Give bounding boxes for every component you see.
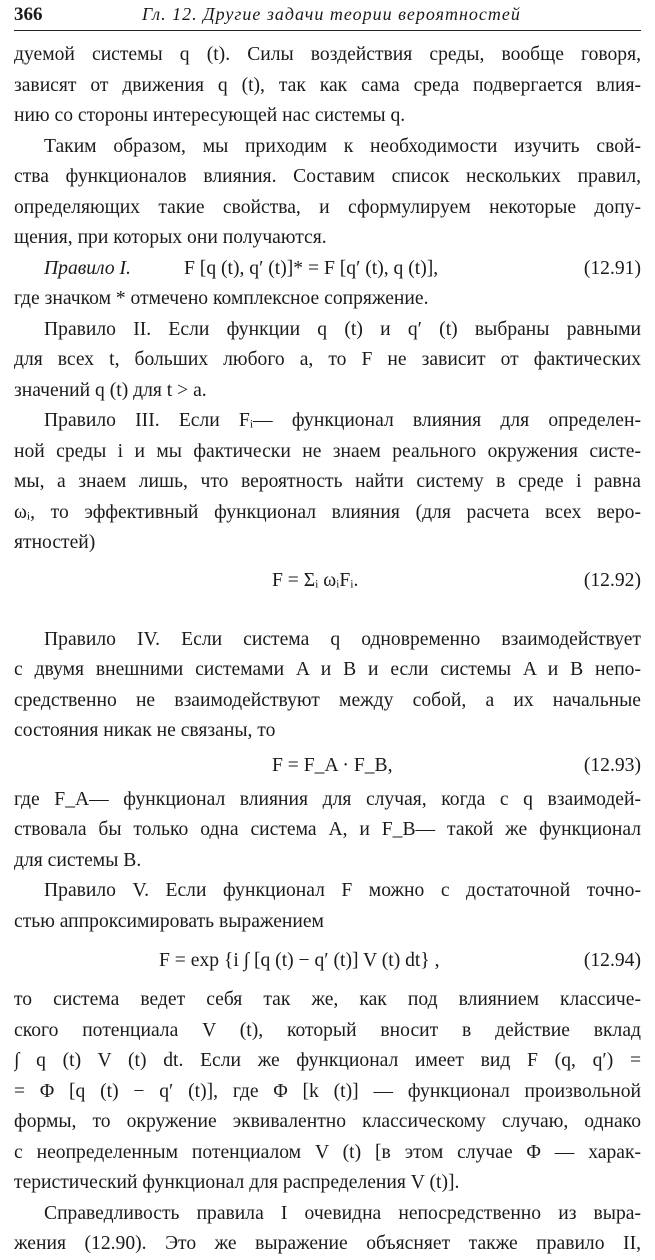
equation-number: (12.92) <box>583 569 641 591</box>
text-line: ∫ q (t) V (t) dt. Если же функционал имеет вид F (q, q′) = <box>14 1050 641 1071</box>
equation-number: (12.93) <box>583 754 641 776</box>
text-line: Правило IV. Если система q одновременно взаимодействует <box>44 628 641 650</box>
page-body <box>14 40 641 1260</box>
header-rule <box>14 30 641 31</box>
rule-label: Правило I. <box>44 257 131 279</box>
text-line: нию со стороны интересующей нас системы q. <box>14 105 406 126</box>
text-line: ωᵢ, то эффективный функционал влияния (для расчета всех веро- <box>14 501 641 523</box>
text-line: жения (12.90). Это же выражение объясняет также правило II, <box>14 1233 641 1254</box>
text-line: = Φ [q (t) − q′ (t)], где Φ [k (t)] — функционал произвольной <box>14 1080 641 1102</box>
equation-formula: F = Σᵢ ωᵢFᵢ. <box>272 569 359 591</box>
text-line: зависят от движения q (t), так как сама среда подвергается влия- <box>14 74 641 96</box>
text-line: щения, при которых они получаются. <box>14 227 327 248</box>
text-line: то система ведет себя так же, как под влиянием классиче- <box>14 989 641 1010</box>
equation-formula: F = exp {i ∫ [q (t) − q′ (t)] V (t) dt} , <box>159 950 440 971</box>
text-line: дуемой системы q (t). Силы воздействия среды, вообще говоря, <box>14 44 641 65</box>
text-line: Справедливость правила I очевидна непосредственно из выра- <box>44 1202 641 1224</box>
page-number: 366 <box>14 4 43 25</box>
text-line: ства функционалов влияния. Составим список нескольких правил, <box>14 166 641 187</box>
text-line: теристический функционал для распределения V (t)]. <box>14 1172 460 1193</box>
text-line: ятностей) <box>14 532 96 553</box>
page-header <box>14 2 641 30</box>
text-line: стью аппроксимировать выражением <box>14 910 324 932</box>
running-title: Гл. 12. Другие задачи теории вероятностей <box>142 4 521 24</box>
equation-12-91 <box>14 254 641 285</box>
equation-formula: F = F_A · F_B, <box>272 754 393 776</box>
text-line: ского потенциала V (t), который вносит в действие вклад <box>14 1019 641 1041</box>
text-line: Правило V. Если функционал F можно с достаточной точно- <box>44 880 641 901</box>
text-line: где значком * отмечено комплексное сопряжение. <box>14 288 429 309</box>
equation-12-93 <box>14 747 641 785</box>
text-line: формы, то окружение эквивалентно классическому случаю, однако <box>14 1111 641 1132</box>
equation-number: (12.91) <box>583 257 641 279</box>
text-line: ствовала бы только одна система A, и F_B— такой же функционал <box>14 819 641 840</box>
text-line: значений q (t) для t > a. <box>14 379 207 401</box>
text-line: мы, а знаем лишь, что вероятность найти систему в среде i равна <box>14 471 641 492</box>
text-line: средственно не взаимодействуют между собой, а их начальные <box>14 689 641 711</box>
text-line: определяющих такие свойства, и сформулируем некоторые допу- <box>14 196 641 218</box>
text-line: Правило II. Если функции q (t) и q′ (t) выбраны равными <box>44 318 641 340</box>
equation-formula: F [q (t), q′ (t)]* = F [q′ (t), q (t)], <box>184 257 439 279</box>
equation-12-92 <box>14 559 641 613</box>
text-line: где F_A— функционал влияния для случая, когда с q взаимодей- <box>14 788 641 810</box>
text-line: с двумя внешними системами A и B и если системы A и B непо- <box>14 659 641 680</box>
text-line: с неопределенным потенциалом V (t) [в этом случае Φ — харак- <box>14 1141 641 1163</box>
text-line: ной среды i и мы фактически не знаем реального окружения систе- <box>14 440 641 462</box>
equation-12-94 <box>14 937 641 985</box>
text-line: для всех t, больших любого a, то F не зависит от фактических <box>14 349 641 370</box>
text-line: состояния никак не связаны, то <box>14 720 276 741</box>
text-line: Правило III. Если Fᵢ— функционал влияния для определен- <box>44 410 641 431</box>
equation-number: (12.94) <box>583 950 641 971</box>
text-line: для системы B. <box>14 849 142 871</box>
text-line: Таким образом, мы приходим к необходимости изучить свой- <box>44 135 641 157</box>
